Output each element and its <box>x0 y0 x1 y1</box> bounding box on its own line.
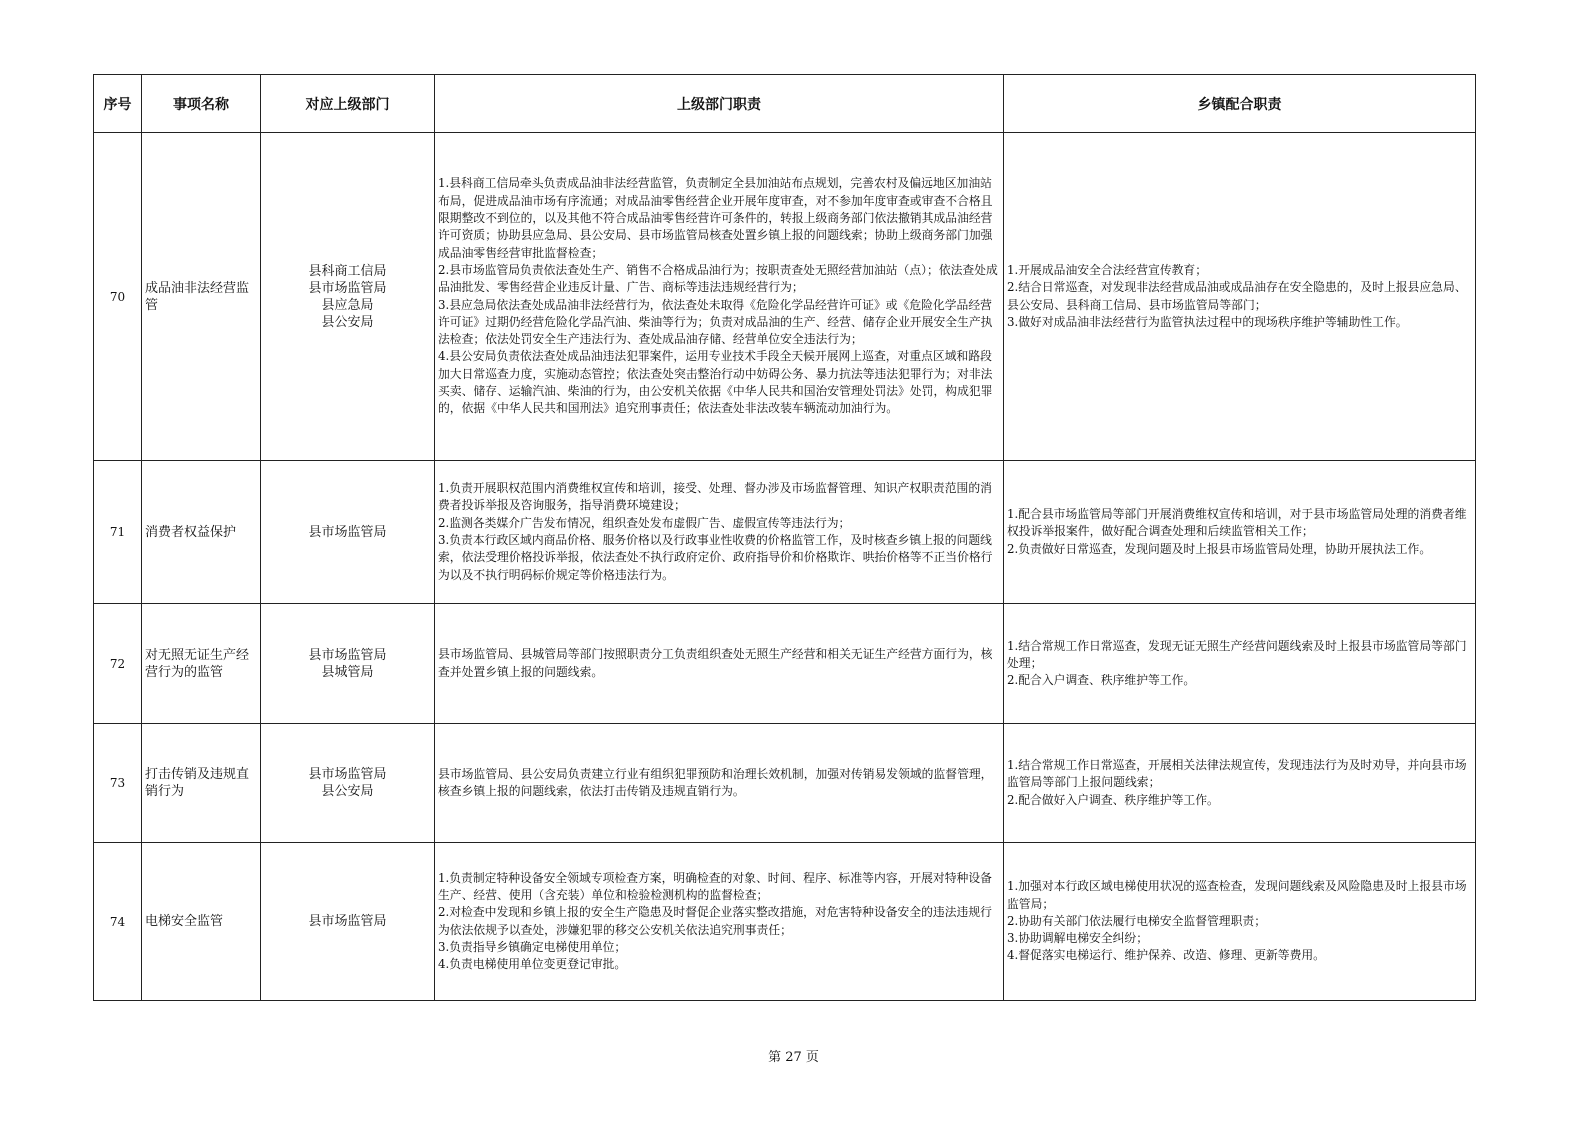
dept-cell <box>261 133 435 461</box>
row-number: 73 <box>94 724 142 843</box>
town-duty-item: 2.配合入户调查、秩序维护等工作。 <box>1007 673 1196 688</box>
duty-item: 2.对检查中发现和乡镇上报的安全生产隐患及时督促企业落实整改措施，对危害特种设备安全的违法违规行为依法依规予以查处，涉嫌犯罪的移交公安机关依法追究刑事责任； <box>438 905 992 937</box>
duty-cell <box>435 604 1004 724</box>
table-row <box>94 133 1476 461</box>
item-name: 对无照无证生产经营行为的监管 <box>142 604 261 724</box>
item-name: 电梯安全监管 <box>142 843 261 1001</box>
header-name: 事项名称 <box>142 75 261 133</box>
town-duty-item: 4.督促落实电梯运行、维护保养、改造、修理、更新等费用。 <box>1007 948 1325 963</box>
duty-item: 3.县应急局依法查处成品油非法经营行为，依法查处未取得《危险化学品经营许可证》或《危险化学品经营许可证》过期仍经营危险化学品汽油、柴油等行为；负责对成品油的生产、经营、储存企业开展安全生产执法检查；依法处罚安全生产违法行为、查处成品油存储、经营单位安全违法行为； <box>438 297 993 347</box>
row-number: 72 <box>94 604 142 724</box>
dept-line: 县市场监管局 <box>308 280 387 296</box>
table-row <box>94 843 1476 1001</box>
duty-item: 县市场监管局、县公安局负责建立行业有组织犯罪预防和治理长效机制，加强对传销易发领域的监督管理，核查乡镇上报的问题线索，依法打击传销及违规直销行为。 <box>438 766 993 798</box>
item-name: 成品油非法经营监管 <box>142 133 261 461</box>
town-duty-item: 1.结合常规工作日常巡查，发现无证无照生产经营问题线索及时上报县市场监管局等部门处理； <box>1007 638 1467 670</box>
dept-line: 县城管局 <box>321 664 374 680</box>
duty-item: 2.监测各类媒介广告发布情况，组织查处发布虚假广告、虚假宣传等违法行为； <box>438 515 851 530</box>
town-duty-cell <box>1004 133 1476 461</box>
duty-item: 1.负责制定特种设备安全领域专项检查方案，明确检查的对象、时间、程序、标准等内容，开展对特种设备生产、经营、使用（含充装）单位和检验检测机构的监督检查； <box>438 870 992 902</box>
town-duty-cell <box>1004 461 1476 604</box>
dept-cell <box>261 604 435 724</box>
dept-line: 县公安局 <box>321 784 374 799</box>
page-number: 第 27 页 <box>768 1050 819 1065</box>
town-duty-item: 2.负责做好日常巡查，发现问题及时上报县市场监管局处理，协助开展执法工作。 <box>1007 541 1432 556</box>
dept-cell <box>261 843 435 1001</box>
duty-item: 4.负责电梯使用单位变更登记审批。 <box>438 957 627 972</box>
table-row <box>94 461 1476 604</box>
dept-line: 县公安局 <box>321 314 374 330</box>
table-header <box>94 75 1476 133</box>
header-duty: 上级部门职责 <box>435 75 1004 133</box>
dept-line: 县市场监管局 <box>308 647 387 663</box>
table-body <box>94 133 1476 1001</box>
town-duty-item: 1.开展成品油安全合法经营宣传教育； <box>1007 262 1208 277</box>
duty-cell <box>435 843 1004 1001</box>
header-no: 序号 <box>94 75 142 133</box>
dept-line: 县市场监管局 <box>308 914 387 929</box>
town-duty-item: 2.结合日常巡查，对发现非法经营成品油或成品油存在安全隐患的，及时上报县应急局、县公安局、县科商工信局、县市场监管局等部门； <box>1007 280 1467 312</box>
town-duty-item: 2.配合做好入户调查、秩序维护等工作。 <box>1007 792 1219 807</box>
duty-item: 3.负责本行政区域内商品价格、服务价格以及行政事业性收费的价格监管工作，及时核查乡镇上报的问题线索，依法受理价格投诉举报，依法查处不执行政府定价、政府指导价和价格欺诈、哄抬价格等不正当价格行为以及不执行明码标价规定等价格违法行为。 <box>438 533 993 582</box>
dept-line: 县市场监管局 <box>308 767 387 782</box>
duty-item: 1.负责开展职权范围内消费维权宣传和培训，接受、处理、督办涉及市场监督管理、知识产权职责范围的消费者投诉举报及咨询服务，指导消费环境建设； <box>438 481 992 513</box>
duty-item: 4.县公安局负责依法查处成品油违法犯罪案件，运用专业技术手段全天候开展网上巡查，对重点区域和路段加大日常巡查力度，实施动态管控；依法查处突击整治行动中妨碍公务、暴力抗法等违法犯罪行为；对非法买卖、储存、运输汽油、柴油的行为，由公安机关依据《中华人民共和国治安管理处罚法》处罚，构成犯罪的，依据《中华人民共和国刑法》追究刑事责任；依法查处非法改装车辆流动加油行为。 <box>438 349 993 416</box>
town-duty-cell <box>1004 843 1476 1001</box>
row-number: 74 <box>94 843 142 1001</box>
town-duty-item: 1.结合常规工作日常巡查，开展相关法律法规宣传，发现违法行为及时劝导，并向县市场监管局等部门上报问题线索； <box>1007 758 1467 790</box>
town-duty-item: 2.协助有关部门依法履行电梯安全监督管理职责； <box>1007 913 1266 928</box>
dept-line: 县应急局 <box>321 297 374 313</box>
duty-item: 县市场监管局、县城管局等部门按照职责分工负责组织查处无照生产经营和相关无证生产经营方面行为，核查并处置乡镇上报的问题线索。 <box>438 647 993 679</box>
town-duty-item: 3.做好对成品油非法经营行为监管执法过程中的现场秩序维护等辅助性工作。 <box>1007 314 1408 329</box>
town-duty-cell <box>1004 724 1476 843</box>
duty-item: 1.县科商工信局牵头负责成品油非法经营监管，负责制定全县加油站布点规划，完善农村及偏远地区加油站布局，促进成品油市场有序流通；对成品油零售经营企业开展年度审查，对不参加年度审查或审查不合格且限期整改不到位的，以及其他不符合成品油零售经营许可条件的，转报上级商务部门依法撤销其成品油经营许可资质；协助县应急局、县公安局、县市场监管局核查处置乡镇上报的问题线索；协助上级商务部门加强成品油零售经营审批监督检查； <box>438 176 993 260</box>
duty-item: 2.县市场监管局负责依法查处生产、销售不合格成品油行为；按职责查处无照经营加油站（点）；依法查处成品油批发、零售经营企业违反计量、广告、商标等违法违规经营行为； <box>438 262 998 295</box>
town-duty-item: 1.配合县市场监管局等部门开展消费维权宣传和培训，对于县市场监管局处理的消费者维权投诉举报案件，做好配合调查处理和后续监管相关工作； <box>1007 507 1467 539</box>
responsibility-table <box>93 74 1476 1001</box>
item-name: 消费者权益保护 <box>142 461 261 604</box>
row-number: 70 <box>94 133 142 461</box>
town-duty-cell <box>1004 604 1476 724</box>
item-name: 打击传销及违规直销行为 <box>142 724 261 843</box>
row-number: 71 <box>94 461 142 604</box>
header-town: 乡镇配合职责 <box>1004 75 1476 133</box>
dept-cell <box>261 461 435 604</box>
table-row <box>94 604 1476 724</box>
duty-item: 3.负责指导乡镇确定电梯使用单位； <box>438 939 627 954</box>
town-duty-item: 1.加强对本行政区域电梯使用状况的巡查检查，发现问题线索及风险隐患及时上报县市场监管局； <box>1007 879 1467 911</box>
duty-cell <box>435 724 1004 843</box>
header-row <box>94 75 1476 133</box>
town-duty-item: 3.协助调解电梯安全纠纷； <box>1007 931 1149 946</box>
dept-line: 县科商工信局 <box>308 263 387 279</box>
duty-cell <box>435 133 1004 461</box>
header-dept: 对应上级部门 <box>261 75 435 133</box>
table-row <box>94 724 1476 843</box>
dept-line: 县市场监管局 <box>308 524 387 540</box>
duty-cell <box>435 461 1004 604</box>
dept-cell <box>261 724 435 843</box>
